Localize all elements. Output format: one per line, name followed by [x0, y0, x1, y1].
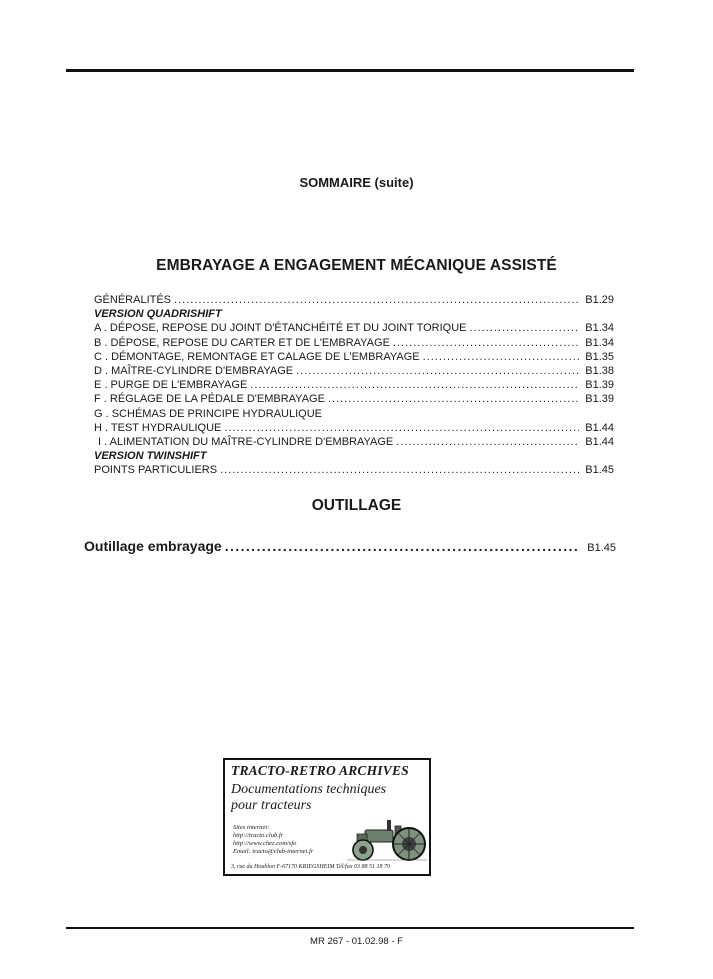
section-heading-quadrishift: VERSION QUADRISHIFT	[94, 308, 222, 321]
leader-dots	[393, 336, 579, 350]
stamp-subtitle	[231, 782, 386, 814]
toc-entry-label: Outillage embrayage	[84, 538, 222, 554]
toc-entry-label: E . PURGE DE L'EMBRAYAGE	[94, 379, 248, 392]
toc-entry-page: B1.45	[587, 542, 616, 554]
toc-entry-page: B1.29	[585, 294, 614, 306]
toc-entry-i[interactable]	[94, 435, 614, 449]
toc-entry-f[interactable]	[94, 392, 614, 406]
leader-dots	[328, 392, 579, 406]
toc-entry-label: H . TEST HYDRAULIQUE	[94, 421, 222, 434]
toc-entry-h[interactable]	[94, 421, 614, 435]
toc-entry-b[interactable]	[94, 336, 614, 350]
toc-entry-label: F . RÉGLAGE DE LA PÉDALE D'EMBRAYAGE	[94, 393, 325, 406]
toc-entry-page: B1.35	[585, 350, 614, 363]
stamp-subtitle-line2: pour tracteurs	[231, 798, 312, 813]
toc-entry-outillage[interactable]	[84, 538, 616, 552]
leader-dots	[174, 293, 579, 307]
toc-entry-c[interactable]	[94, 350, 614, 364]
bottom-rule	[66, 927, 634, 929]
toc-entry-label: G . SCHÉMAS DE PRINCIPE HYDRAULIQUE	[94, 407, 322, 420]
stamp-site-2: http://www.chez.com/sfo	[233, 840, 297, 847]
toc-entry-page: B1.34	[585, 336, 614, 349]
sommaire-heading: SOMMAIRE (suite)	[299, 175, 414, 190]
top-rule	[66, 69, 634, 72]
toc-entry-label: C . DÉMONTAGE, REMONTAGE ET CALAGE DE L'EMBRAYAGE	[94, 350, 420, 363]
toc-entry-a[interactable]	[94, 321, 614, 335]
leader-dots	[296, 364, 579, 378]
stamp-subtitle-line1: Documentations techniques	[231, 782, 387, 797]
toc-entry-label: D . MAÎTRE-CYLINDRE D'EMBRAYAGE	[94, 364, 294, 377]
section-heading-twinshift: VERSION TWINSHIFT	[94, 450, 207, 463]
toc-entry-points[interactable]	[94, 463, 614, 477]
table-of-contents	[94, 293, 614, 477]
outillage-heading: OUTILLAGE	[311, 497, 402, 514]
toc-entry-page: B1.44	[585, 421, 614, 434]
toc-entry-page: B1.45	[585, 464, 614, 477]
stamp-title: TRACTO-RETRO ARCHIVES	[231, 763, 409, 778]
stamp-email: Email: tracto@club-internet.fr	[233, 848, 314, 855]
toc-entry-g[interactable]	[94, 407, 614, 421]
tractor-illustration	[343, 816, 429, 864]
stamp-site-1: http://tracto.club.fr	[233, 832, 284, 839]
toc-entry-d[interactable]	[94, 364, 614, 378]
toc-entry-label: POINTS PARTICULIERS	[94, 464, 218, 477]
toc-entry-page: B1.39	[585, 379, 614, 392]
toc-entry-label: A . DÉPOSE, REPOSE DU JOINT D'ÉTANCHÉITÉ ET DU JOINT TORIQUE	[94, 322, 467, 335]
toc-entry-page: B1.44	[585, 435, 614, 448]
toc-entry-page: B1.38	[585, 364, 614, 377]
toc-entry-label: I . ALIMENTATION DU MAÎTRE-CYLINDRE D'EMBRAYAGE	[98, 435, 394, 448]
toc-entry-label: GÉNÉRALITÉS	[94, 294, 172, 306]
toc-entry-label: B . DÉPOSE, REPOSE DU CARTER ET DE L'EMBRAYAGE	[94, 336, 390, 349]
toc-entry-page: B1.39	[585, 393, 614, 406]
leader-dots	[225, 538, 577, 554]
archive-stamp	[223, 758, 431, 876]
chapter-title: EMBRAYAGE A ENGAGEMENT MÉCANIQUE ASSISTÉ	[156, 257, 557, 274]
toc-entry-generalites[interactable]	[94, 293, 614, 307]
stamp-contacts	[233, 824, 313, 856]
leader-dots	[470, 321, 579, 335]
leader-dots	[224, 421, 579, 435]
toc-entry-page: B1.34	[585, 322, 614, 335]
leader-dots	[396, 435, 579, 449]
toc-entry-e[interactable]	[94, 378, 614, 392]
leader-dots	[423, 350, 579, 364]
leader-dots	[220, 463, 579, 477]
stamp-address: 3, rue du Houblon F-67170 KRIEGSHEIM Tél/fax 03 88 51 18 70	[231, 864, 390, 870]
stamp-sites-label: Sites internet:	[233, 824, 270, 831]
document-reference: MR 267 - 01.02.98 - F	[310, 936, 403, 947]
leader-dots	[250, 378, 579, 392]
